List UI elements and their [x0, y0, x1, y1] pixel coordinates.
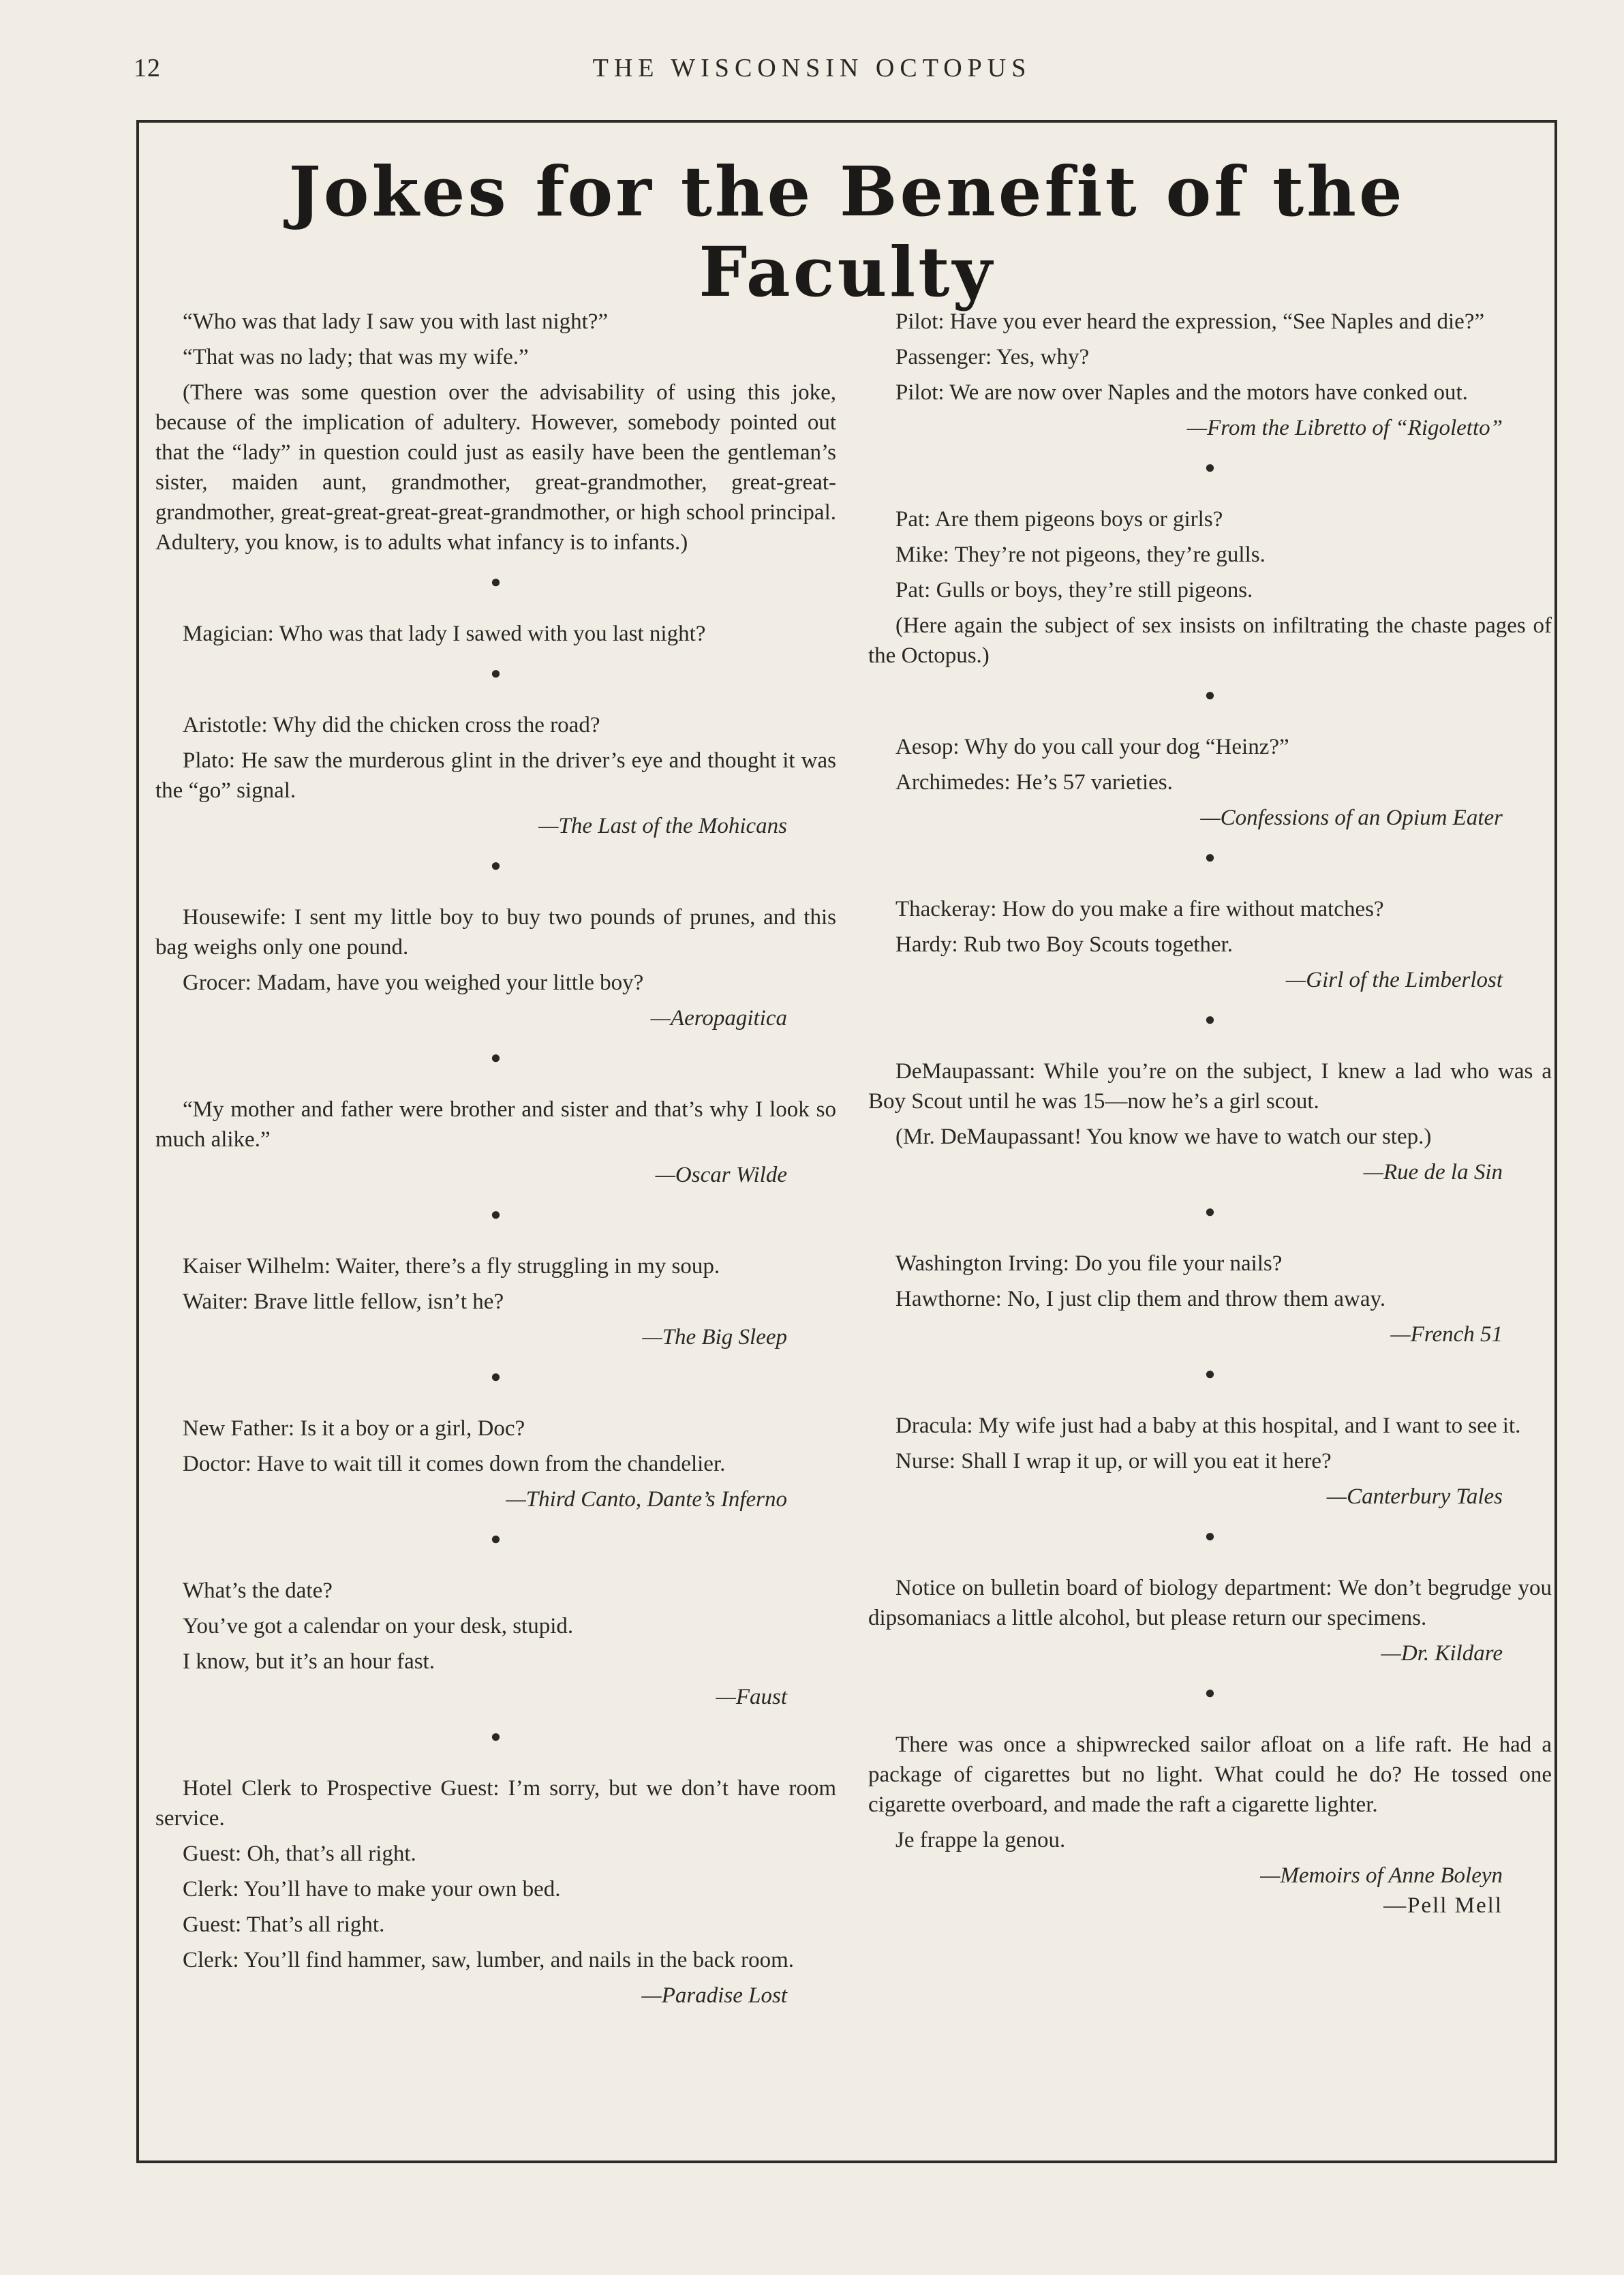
- joke-block: [868, 732, 1552, 833]
- joke-line: New Father: Is it a boy or a girl, Doc?: [183, 1416, 525, 1441]
- joke-block: [155, 1773, 836, 2011]
- joke-line: Je frappe la genou.: [895, 1828, 1066, 1852]
- joke-block: [155, 1095, 836, 1190]
- joke-line: “My mother and father were brother and sister and that’s why I look so much alike.”: [155, 1097, 836, 1152]
- page-number: 12: [134, 54, 161, 82]
- joke-attribution: —Girl of the Limberlost: [1285, 968, 1503, 992]
- joke-line: Guest: Oh, that’s all right.: [183, 1842, 416, 1866]
- joke-line: Doctor: Have to wait till it comes down from the chandelier.: [183, 1452, 726, 1476]
- joke-attribution: —Memoirs of Anne Boleyn: [1260, 1863, 1503, 1888]
- joke-attribution: —Aeropagitica: [650, 1006, 787, 1030]
- joke-line: Pilot: Have you ever heard the expression, “See Naples and die?”: [895, 309, 1485, 334]
- joke-attribution: —Rue de la Sin: [1363, 1160, 1503, 1185]
- joke-line: (There was some question over the advisability of using this joke, because of the implication of adultery. However, somebody pointed out that the “lady” in question could just as easily have been the gentleman’s sister, maiden aunt, grandmother, great-grandmother, great-great-grandmother, great-great-great-great-grandmother, or high school principal. Adultery, you know, is to adults what infancy is to infants.): [155, 380, 836, 555]
- joke-line: Kaiser Wilhelm: Waiter, there’s a fly struggling in my soup.: [183, 1254, 720, 1279]
- joke-line: Guest: That’s all right.: [183, 1912, 385, 1937]
- joke-block: [868, 1249, 1552, 1349]
- joke-line: (Mr. DeMaupassant! You know we have to watch our step.): [895, 1125, 1432, 1149]
- bullet-separator: ●: [1204, 1202, 1216, 1221]
- joke-line: Passenger: Yes, why?: [895, 345, 1090, 369]
- author-signature: —Pell Mell: [1383, 1893, 1503, 1918]
- joke-line: Nurse: Shall I wrap it up, or will you eat it here?: [895, 1449, 1332, 1474]
- joke-block: [155, 1576, 836, 1712]
- bullet-separator: ●: [490, 1726, 502, 1746]
- left-column: [155, 307, 836, 2011]
- joke-line: Pat: Are them pigeons boys or girls?: [895, 507, 1223, 532]
- article-title: Jokes for the Benefit of the Faculty: [288, 151, 1405, 312]
- joke-line: “Who was that lady I saw you with last night?”: [183, 309, 609, 334]
- running-title: THE WISCONSIN OCTOPUS: [592, 54, 1032, 82]
- joke-line: Magician: Who was that lady I sawed with you last night?: [183, 622, 706, 646]
- joke-line: Plato: He saw the murderous glint in the driver’s eye and thought it was the “go” signal.: [155, 748, 836, 803]
- joke-attribution: —Canterbury Tales: [1326, 1484, 1503, 1509]
- joke-block: [155, 307, 836, 558]
- bullet-separator: ●: [1204, 1364, 1216, 1384]
- joke-line: “That was no lady; that was my wife.”: [183, 345, 529, 369]
- joke-block: [155, 619, 836, 649]
- joke-block: [868, 504, 1552, 671]
- joke-line: Washington Irving: Do you file your nails?: [895, 1251, 1283, 1276]
- bullet-separator: ●: [490, 1204, 502, 1224]
- bullet-separator: ●: [490, 1366, 502, 1386]
- joke-attribution: —French 51: [1390, 1322, 1503, 1347]
- joke-line: Pilot: We are now over Naples and the motors have conked out.: [895, 380, 1468, 405]
- joke-line: Thackeray: How do you make a fire without matches?: [895, 897, 1384, 921]
- joke-attribution: —Faust: [716, 1685, 787, 1709]
- joke-line: (Here again the subject of sex insists on infiltrating the chaste pages of the Octopus.): [868, 613, 1552, 668]
- joke-line: Notice on bulletin board of biology department: We don’t begrudge you dipsomaniacs a little alcohol, but please return our specimens.: [868, 1576, 1552, 1630]
- joke-attribution: —The Big Sleep: [642, 1325, 787, 1349]
- right-column: [868, 307, 1552, 1921]
- joke-block: [868, 1730, 1552, 1921]
- joke-line: Archimedes: He’s 57 varieties.: [895, 770, 1173, 795]
- joke-line: Grocer: Madam, have you weighed your little boy?: [183, 971, 644, 995]
- joke-line: Mike: They’re not pigeons, they’re gulls.: [895, 543, 1266, 567]
- joke-line: Hotel Clerk to Prospective Guest: I’m sorry, but we don’t have room service.: [155, 1776, 836, 1831]
- joke-attribution: —Paradise Lost: [641, 1983, 787, 2008]
- bullet-separator: ●: [1204, 685, 1216, 705]
- joke-block: [868, 1573, 1552, 1668]
- joke-attribution: —Oscar Wilde: [655, 1163, 787, 1187]
- joke-line: Hardy: Rub two Boy Scouts together.: [895, 932, 1233, 957]
- bullet-separator: ●: [1204, 1009, 1216, 1029]
- joke-line: Clerk: You’ll find hammer, saw, lumber, and nails in the back room.: [183, 1948, 795, 1972]
- bullet-separator: ●: [1204, 1683, 1216, 1703]
- joke-block: [155, 902, 836, 1033]
- joke-line: DeMaupassant: While you’re on the subject, I knew a lad who was a Boy Scout until he was 15—now he’s a girl scout.: [868, 1059, 1552, 1114]
- joke-line: Aristotle: Why did the chicken cross the road?: [183, 713, 600, 737]
- bullet-separator: ●: [490, 1529, 502, 1548]
- bullet-separator: ●: [490, 855, 502, 875]
- joke-line: There was once a shipwrecked sailor afloat on a life raft. He had a package of cigarettes but no light. What could he do? He tossed one cigarette overboard, and made the raft a cigarette lighter.: [868, 1732, 1552, 1817]
- joke-attribution: —Confessions of an Opium Eater: [1200, 806, 1503, 830]
- bullet-separator: ●: [490, 572, 502, 592]
- bullet-separator: ●: [1204, 1526, 1216, 1546]
- joke-line: Aesop: Why do you call your dog “Heinz?”: [895, 735, 1289, 759]
- joke-line: Clerk: You’ll have to make your own bed.: [183, 1877, 561, 1902]
- joke-block: [868, 1411, 1552, 1512]
- joke-line: You’ve got a calendar on your desk, stupid.: [183, 1614, 574, 1638]
- joke-attribution: —From the Libretto of “Rigoletto”: [1186, 416, 1503, 440]
- joke-block: [155, 710, 836, 841]
- joke-attribution: —The Last of the Mohicans: [538, 814, 787, 838]
- joke-attribution: —Third Canto, Dante’s Inferno: [506, 1487, 787, 1512]
- joke-block: [868, 1056, 1552, 1187]
- joke-line: I know, but it’s an hour fast.: [183, 1649, 435, 1674]
- joke-block: [155, 1251, 836, 1352]
- bullet-separator: ●: [1204, 847, 1216, 867]
- joke-block: [868, 894, 1552, 995]
- joke-line: Waiter: Brave little fellow, isn’t he?: [183, 1289, 504, 1314]
- bullet-separator: ●: [490, 663, 502, 683]
- joke-attribution: —Dr. Kildare: [1381, 1641, 1503, 1666]
- joke-line: Housewife: I sent my little boy to buy two pounds of prunes, and this bag weighs only one pound.: [155, 905, 836, 960]
- bullet-separator: ●: [490, 1048, 502, 1067]
- joke-line: Dracula: My wife just had a baby at this hospital, and I want to see it.: [895, 1414, 1521, 1438]
- joke-block: [155, 1414, 836, 1514]
- bullet-separator: ●: [1204, 457, 1216, 477]
- joke-block: [868, 307, 1552, 443]
- joke-line: Pat: Gulls or boys, they’re still pigeons.: [895, 578, 1253, 602]
- joke-line: Hawthorne: No, I just clip them and throw them away.: [895, 1287, 1386, 1311]
- joke-line: What’s the date?: [183, 1578, 333, 1603]
